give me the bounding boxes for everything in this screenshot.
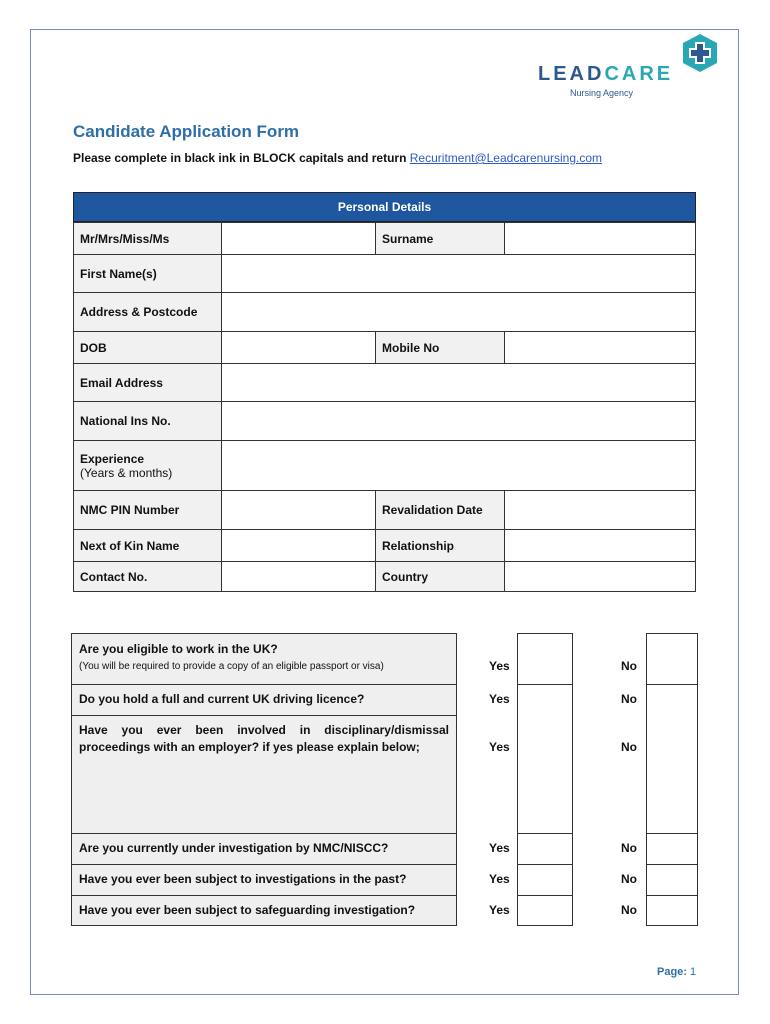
question-safeguarding: Have you ever been subject to safeguarding investigation?	[71, 895, 457, 926]
experience-input[interactable]	[221, 440, 696, 491]
logo-wordmark	[538, 63, 688, 86]
address-label: Address & Postcode	[73, 292, 222, 332]
personal-details-header: Personal Details	[73, 192, 696, 222]
question-driving-licence: Do you hold a full and current UK driving licence?	[71, 684, 457, 716]
form-title: Candidate Application Form	[73, 122, 300, 141]
logo-name-part2: CARE	[604, 63, 674, 85]
contact-input[interactable]	[221, 561, 376, 592]
q4-no-box[interactable]	[646, 833, 698, 865]
q6-no-label: No	[621, 903, 637, 917]
experience-label-cell	[73, 440, 222, 491]
experience-sub-label: (Years & months)	[80, 465, 173, 480]
question-eligible-uk	[71, 633, 457, 685]
q5-no-label: No	[621, 872, 637, 886]
first-name-input[interactable]	[221, 254, 696, 293]
email-link[interactable]: Recuritment@Leadcarenursing.com	[409, 151, 603, 165]
first-name-label: First Name(s)	[73, 254, 222, 293]
mobile-input[interactable]	[504, 331, 696, 364]
instruction-text	[73, 151, 602, 165]
dob-input[interactable]	[221, 331, 376, 364]
experience-label: Experience	[80, 451, 145, 466]
revalidation-label: Revalidation Date	[375, 490, 505, 530]
q6-yes-box[interactable]	[517, 895, 573, 926]
revalidation-input[interactable]	[504, 490, 696, 530]
country-input[interactable]	[504, 561, 696, 592]
ni-input[interactable]	[221, 401, 696, 441]
q4-no-label: No	[621, 841, 637, 855]
kin-label: Next of Kin Name	[73, 529, 222, 562]
q5-yes-label: Yes	[489, 872, 510, 886]
page-number	[657, 966, 696, 978]
mobile-label: Mobile No	[375, 331, 505, 364]
q5-no-box[interactable]	[646, 864, 698, 896]
page-label: Page:	[657, 966, 687, 978]
q3-no-box[interactable]	[646, 715, 698, 834]
email-input[interactable]	[221, 363, 696, 402]
title-input[interactable]	[221, 222, 376, 255]
q2-no-box[interactable]	[646, 684, 698, 716]
q6-yes-label: Yes	[489, 903, 510, 917]
q4-yes-label: Yes	[489, 841, 510, 855]
q3-yes-label: Yes	[489, 740, 510, 754]
logo-subtitle: Nursing Agency	[570, 88, 634, 98]
q1-yes-label: Yes	[489, 659, 510, 673]
dob-label: DOB	[73, 331, 222, 364]
q1-no-label: No	[621, 659, 637, 673]
contact-label: Contact No.	[73, 561, 222, 592]
question-past-investigation: Have you ever been subject to investigations in the past?	[71, 864, 457, 896]
instruction-label: Please complete in black ink in BLOCK capitals and return	[73, 151, 410, 165]
question-eligible-uk-note: (You will be required to provide a copy of an eligible passport or visa)	[79, 661, 384, 672]
relationship-label: Relationship	[375, 529, 505, 562]
nmc-input[interactable]	[221, 490, 376, 530]
page-number-value: 1	[690, 966, 697, 978]
country-label: Country	[375, 561, 505, 592]
q3-yes-box[interactable]	[517, 715, 573, 834]
logo-name-part1: LEAD	[538, 63, 605, 85]
email-label: Email Address	[73, 363, 222, 402]
q5-yes-box[interactable]	[517, 864, 573, 896]
q2-no-label: No	[621, 692, 637, 706]
surname-input[interactable]	[504, 222, 696, 255]
q6-no-box[interactable]	[646, 895, 698, 926]
question-disciplinary: Have you ever been involved in disciplinary/dismissal proceedings with an employer? if yes please explain below;	[71, 715, 457, 834]
q1-yes-box[interactable]	[517, 633, 573, 685]
relationship-input[interactable]	[504, 529, 696, 562]
q2-yes-label: Yes	[489, 692, 510, 706]
q2-yes-box[interactable]	[517, 684, 573, 716]
q4-yes-box[interactable]	[517, 833, 573, 865]
question-eligible-uk-text: Are you eligible to work in the UK?	[79, 642, 278, 656]
q3-no-label: No	[621, 740, 637, 754]
address-input[interactable]	[221, 292, 696, 332]
kin-input[interactable]	[221, 529, 376, 562]
surname-label: Surname	[375, 222, 505, 255]
q1-no-box[interactable]	[646, 633, 698, 685]
question-nmc-investigation: Are you currently under investigation by NMC/NISCC?	[71, 833, 457, 865]
title-label: Mr/Mrs/Miss/Ms	[73, 222, 222, 255]
ni-label: National Ins No.	[73, 401, 222, 441]
nmc-label: NMC PIN Number	[73, 490, 222, 530]
